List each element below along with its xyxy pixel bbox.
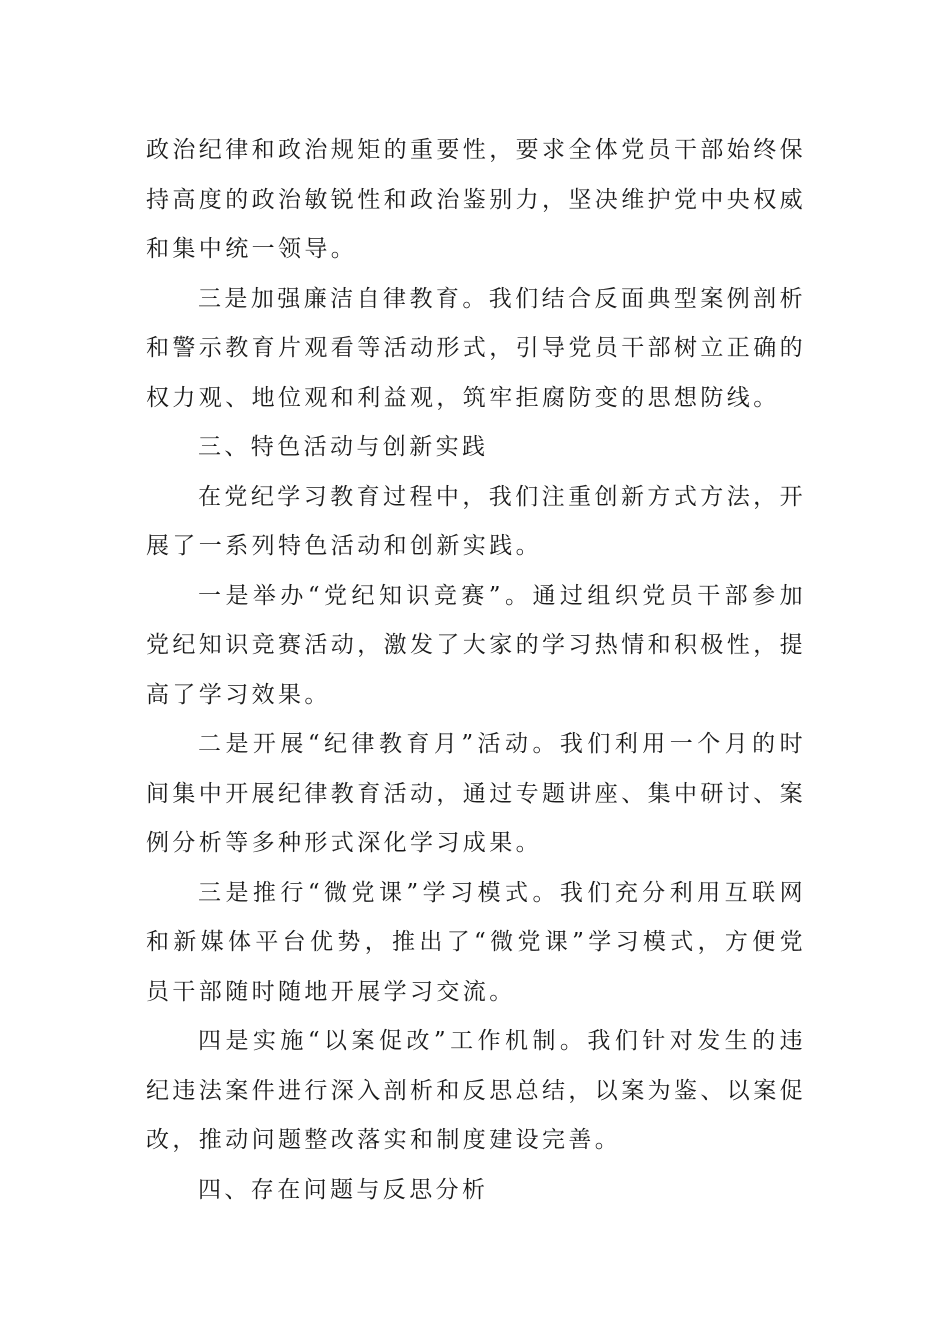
section-heading-features: 三、特色活动与创新实践 <box>198 434 489 460</box>
paragraph-knowledge-contest: 一是举办“党纪知识竞赛”。通过组织党员干部参加党纪知识竞赛活动，激发了大家的学习热情和积极性，提高了学习效果。 <box>146 582 806 708</box>
paragraph-case-reform: 四是实施“以案促改”工作机制。我们针对发生的违纪违法案件进行深入剖析和反思总结，以案为鉴、以案促改，推动问题整改落实和制度建设完善。 <box>146 1028 806 1153</box>
section-heading-problems: 四、存在问题与反思分析 <box>198 1176 489 1203</box>
paragraph-integrity-education: 三是加强廉洁自律教育。我们结合反面典型案例剖析和警示教育片观看等活动形式，引导党员干部树立正确的权力观、地位观和利益观，筑牢拒腐防变的思想防线。 <box>146 285 806 411</box>
paragraph-discipline-month: 二是开展“纪律教育月”活动。我们利用一个月的时间集中开展纪律教育活动，通过专题讲座、集中研讨、案例分析等多种形式深化学习成果。 <box>146 731 806 856</box>
document-body <box>146 126 806 1215</box>
paragraph-features-intro: 在党纪学习教育过程中，我们注重创新方式方法，开展了一系列特色活动和创新实践。 <box>146 483 806 559</box>
paragraph-continuation: 政治纪律和政治规矩的重要性，要求全体党员干部始终保持高度的政治敏锐性和政治鉴别力，坚决维护党中央权威和集中统一领导。 <box>146 137 806 262</box>
paragraph-micro-lesson: 三是推行“微党课”学习模式。我们充分利用互联网和新媒体平台优势，推出了“微党课”学习模式，方便党员干部随时随地开展学习交流。 <box>146 879 806 1005</box>
